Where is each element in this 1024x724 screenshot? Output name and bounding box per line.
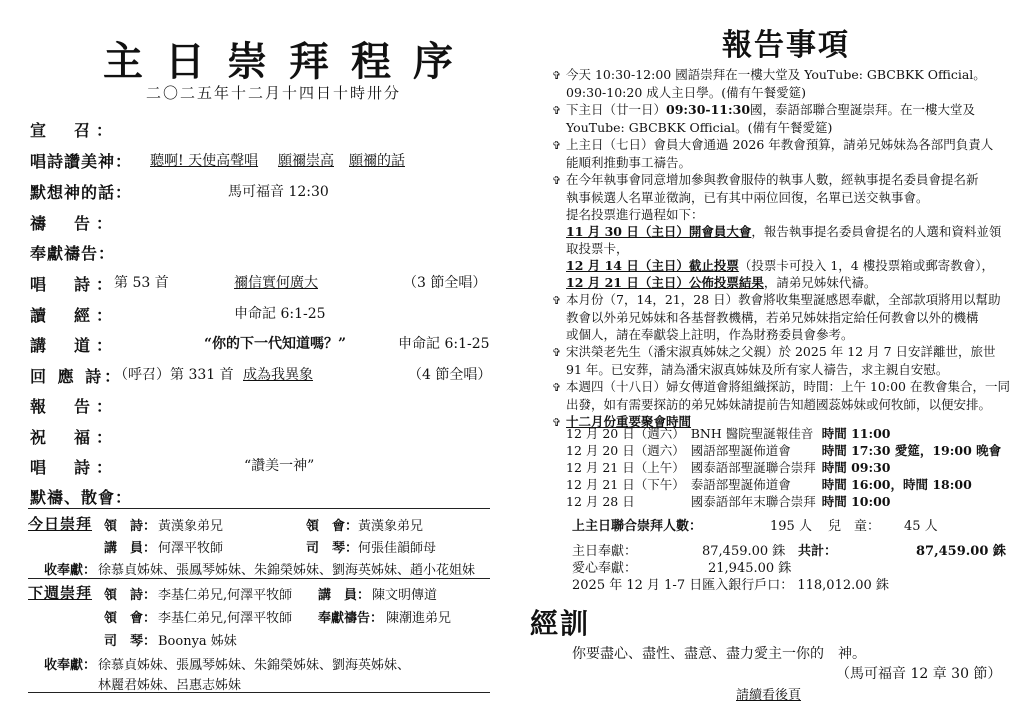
response-hymn-note: （4 節全唱） — [408, 367, 492, 383]
attendance-children-label: 兒 童： — [828, 519, 881, 534]
announcement-7: ✞ 本週四（十八日）婦女傳道會將組織探訪，時間：上午 10:00 在教會集合，一同 — [552, 379, 1010, 394]
love-offering-amount: 21,945.00 銖 — [708, 561, 792, 576]
divider-today — [28, 508, 490, 509]
schedule-row: 12 月 20 日（週六） 國語部聖誕佈道會 時間 17:30 愛筵，19:00 晚會 — [566, 443, 1002, 458]
divider-next — [28, 578, 490, 579]
sermon-title: “你的下一代知道嗎？” — [204, 336, 347, 352]
cross-icon: ✞ — [552, 416, 562, 429]
scripture-ref: 申命記 6:1-25 — [234, 306, 326, 322]
order-label-dismissal: 默禱、散會： — [30, 488, 133, 507]
order-label-call: 宣 召： — [30, 121, 119, 140]
cross-icon: ✞ — [552, 346, 562, 359]
next-leader: 李基仁弟兄,何澤平牧師 — [158, 588, 293, 603]
continued-link: 請續看後頁 — [736, 688, 802, 703]
bank-deposit: 2025 年 12 月 1-7 日匯入銀行戶口： 118,012.00 銖 — [572, 578, 889, 593]
order-label-announcements: 報 告： — [30, 397, 119, 416]
total-amount: 87,459.00 銖 — [916, 544, 1006, 559]
schedule-title: ✞ 十二月份重要聚會時間 — [552, 414, 692, 429]
today-leader: 黃漢象弟兄 — [158, 519, 224, 534]
schedule-row: 12 月 21 日（上午） 國泰語部聖誕聯合崇拜 時間 09:30 — [566, 460, 891, 475]
total-label: 共計： — [798, 544, 838, 559]
schedule-row: 12 月 28 日 國泰語部年末聯合崇拜 時間 10:00 — [566, 494, 891, 509]
today-offering-label: 收奉獻： — [44, 563, 97, 578]
today-piano: 何張佳韻師母 — [358, 541, 437, 556]
hymn-number: 第 53 首 — [114, 275, 169, 291]
announcement-5: ✞ 本月份（7，14，21，28 日）教會將收集聖誕感恩奉獻，全部款項將用以幫助 — [552, 292, 1001, 307]
order-label-prayer: 禱 告： — [30, 214, 119, 233]
next-prayer: 陳潮進弟兄 — [386, 611, 452, 626]
attendance-adults: 195 人 — [770, 519, 812, 534]
next-piano-label: 司 琴： — [104, 634, 157, 649]
today-speaker: 何澤平牧師 — [158, 541, 224, 556]
order-label-offering-prayer: 奉獻禱告： — [30, 244, 116, 263]
cross-icon: ✞ — [552, 381, 562, 394]
announcements-list: ✞ 今天 10:30-12:00 國語崇拜在一樓大堂及 YouTube: GBCBKK Official。 09:30-10:20 成人主日學。(備有午餐愛筵) ✞ 下主日（廿一日）09:30-11:30國，泰語部聯合聖誕崇拜。在一樓大堂及 YouTube: GBCBKK Official。(備有午餐愛筵) ✞ 上主日（七日）會員大會通過 2026 年教會預算，請弟兄姊妹為各部門負責人 能順利推動事工禱告。 ✞ 在今年執事會同意增加參與教會服侍的執事人數，經執事提名委員會提名新 執事候選人名單並徵詢，已有其中兩位回復，名單已送交執事會。 提名投票進行過程如下： 11 月 30 日（主日）開會員大會，報告執事提名委員會提名的人選和資料並領 取投票卡， 12 月 14 日（主日）截止投票（投票卡可投入 1，4 樓投票箱或郵寄教會）， 12 月 21 日（主日）公佈投票結果，請弟兄姊妹代禱。 ✞ 本月份（7，14，21，28 日）教會將收集聖誕感恩奉獻，全部款項將用以幫助 教會以外弟兄姊妹和各基督教機構，若弟兄姊妹指定給任何教會以外的機構 或個人，請在奉獻袋上註明，作為財務委員會參考。 ✞ 宋洪榮老先生（潘宋淑真姊妹之父親）於 2025 年 12 月 7 日安詳離世，旅世 91 年。已安葬，請為潘宋淑真姊妹及所有家人禱告，求主親自安慰。 ✞ 本週四（十八日）婦女傳道會將組織探訪，時間：上午 10:00 在教會集合，一同 出發，如有需要探訪的弟兄姊妹請提前告知趙國蕊姊妹或何牧師，以便安排。 ✞ 十二月份重要聚會時間 — [552, 67, 1010, 429]
praise-song-1: 聽啊! 天使高聲唱 — [150, 153, 259, 169]
attendance-children: 45 人 — [904, 519, 938, 534]
schedule-row: 12 月 20 日（週六） BNH 醫院聖誕報佳音 時間 11:00 — [566, 426, 891, 441]
today-worship: 黃漢象弟兄 — [358, 519, 424, 534]
sermon-ref: 申命記 6:1-25 — [398, 336, 490, 352]
announcement-2: ✞ 下主日（廿一日）09:30-11:30國，泰語部聯合聖誕崇拜。在一樓大堂及 — [552, 102, 976, 117]
response-hymn-title: 成為我異象 — [243, 367, 313, 383]
cross-icon: ✞ — [552, 139, 562, 152]
cross-icon: ✞ — [552, 174, 562, 187]
next-speaker: 陳文明傳道 — [372, 588, 438, 603]
next-worship-label: 領 會： — [104, 611, 157, 626]
order-label-closing-hymn: 唱 詩： — [30, 458, 119, 477]
today-worship-label: 領 會： — [306, 519, 359, 534]
love-offering-label: 愛心奉獻： — [572, 561, 638, 576]
next-heading: 下週崇拜 — [28, 584, 93, 602]
order-label-sermon: 講 道： — [30, 336, 119, 355]
cross-icon: ✞ — [552, 294, 562, 307]
next-speaker-label: 講 員： — [318, 588, 371, 603]
announcement-3: ✞ 上主日（七日）會員大會通過 2026 年教會預算，請弟兄姊妹為各部門負責人 — [552, 137, 994, 152]
response-hymn-number: （呼召）第 331 首 — [114, 367, 234, 383]
next-piano: Boonya 姊妹 — [158, 634, 237, 649]
december-schedule — [566, 425, 1007, 510]
today-heading: 今日崇拜 — [28, 515, 93, 533]
cross-icon: ✞ — [552, 104, 562, 117]
meditation-ref: 馬可福音 12:30 — [228, 184, 329, 200]
order-label-meditation: 默想神的話： — [30, 183, 133, 202]
today-piano-label: 司 琴： — [306, 541, 359, 556]
attendance-label: 上主日聯合崇拜人數： — [572, 519, 703, 534]
order-label-benediction: 祝 福： — [30, 428, 119, 447]
today-offering: 徐慕貞姊妹、張鳳琴姊妹、朱錦榮姊妹、劉海英姊妹、趙小花姐妹 — [98, 563, 476, 578]
divider-bottom — [28, 692, 490, 693]
announcement-6: ✞ 宋洪榮老先生（潘宋淑真姊妹之父親）於 2025 年 12 月 7 日安詳離世，旅世 — [552, 344, 996, 359]
verse-text: 你要盡心、盡性、盡意、盡力愛主一你的 神。 — [572, 646, 866, 662]
next-prayer-label: 奉獻禱告： — [318, 611, 384, 626]
announcement-1: ✞ 今天 10:30-12:00 國語崇拜在一樓大堂及 YouTube: GBCBKK Official。 — [552, 67, 986, 82]
verse-heading: 經訓 — [530, 607, 591, 640]
order-label-response: 回 應 詩： — [30, 367, 124, 386]
next-offering-label: 收奉獻： — [44, 658, 97, 673]
praise-song-3: 願禰的話 — [349, 153, 405, 169]
order-label-scripture: 讀 經： — [30, 306, 119, 325]
next-worship: 李基仁弟兄,何澤平牧師 — [158, 611, 293, 626]
praise-song-2: 願禰崇高 — [278, 153, 334, 169]
next-leader-label: 領 詩： — [104, 588, 157, 603]
program-title: 主日崇拜程序 — [103, 38, 475, 85]
announcement-4: ✞ 在今年執事會同意增加參與教會服侍的執事人數，經執事提名委員會提名新 — [552, 172, 979, 187]
cross-icon: ✞ — [552, 69, 562, 82]
today-leader-label: 領 詩： — [104, 519, 157, 534]
service-date: 二〇二五年十二月十四日十時卅分 — [146, 84, 402, 102]
hymn-note: （3 節全唱） — [403, 275, 487, 291]
order-label-hymn: 唱 詩： — [30, 275, 119, 294]
offering-label: 主日奉獻： — [572, 544, 638, 559]
closing-hymn-title: “讚美一神” — [244, 458, 315, 474]
next-offering-line2: 林麗君姊妹、呂惠志姊妹 — [98, 678, 242, 693]
offering-amount: 87,459.00 銖 — [702, 544, 786, 559]
schedule-row: 12 月 21 日（下午） 泰語部聖誕佈道會 時間 16:00，時間 18:00 — [566, 477, 972, 492]
today-speaker-label: 講 員： — [104, 541, 157, 556]
next-offering-line1: 徐慕貞姊妹、張鳳琴姊妹、朱錦榮姊妹、劉海英姊妹、 — [98, 658, 411, 673]
hymn-title: 禰信實何廣大 — [234, 275, 318, 291]
verse-ref: （馬可福音 12 章 30 節） — [836, 666, 1002, 682]
announcements-heading: 報告事項 — [722, 28, 850, 63]
order-label-praise: 唱詩讚美神： — [30, 152, 133, 171]
